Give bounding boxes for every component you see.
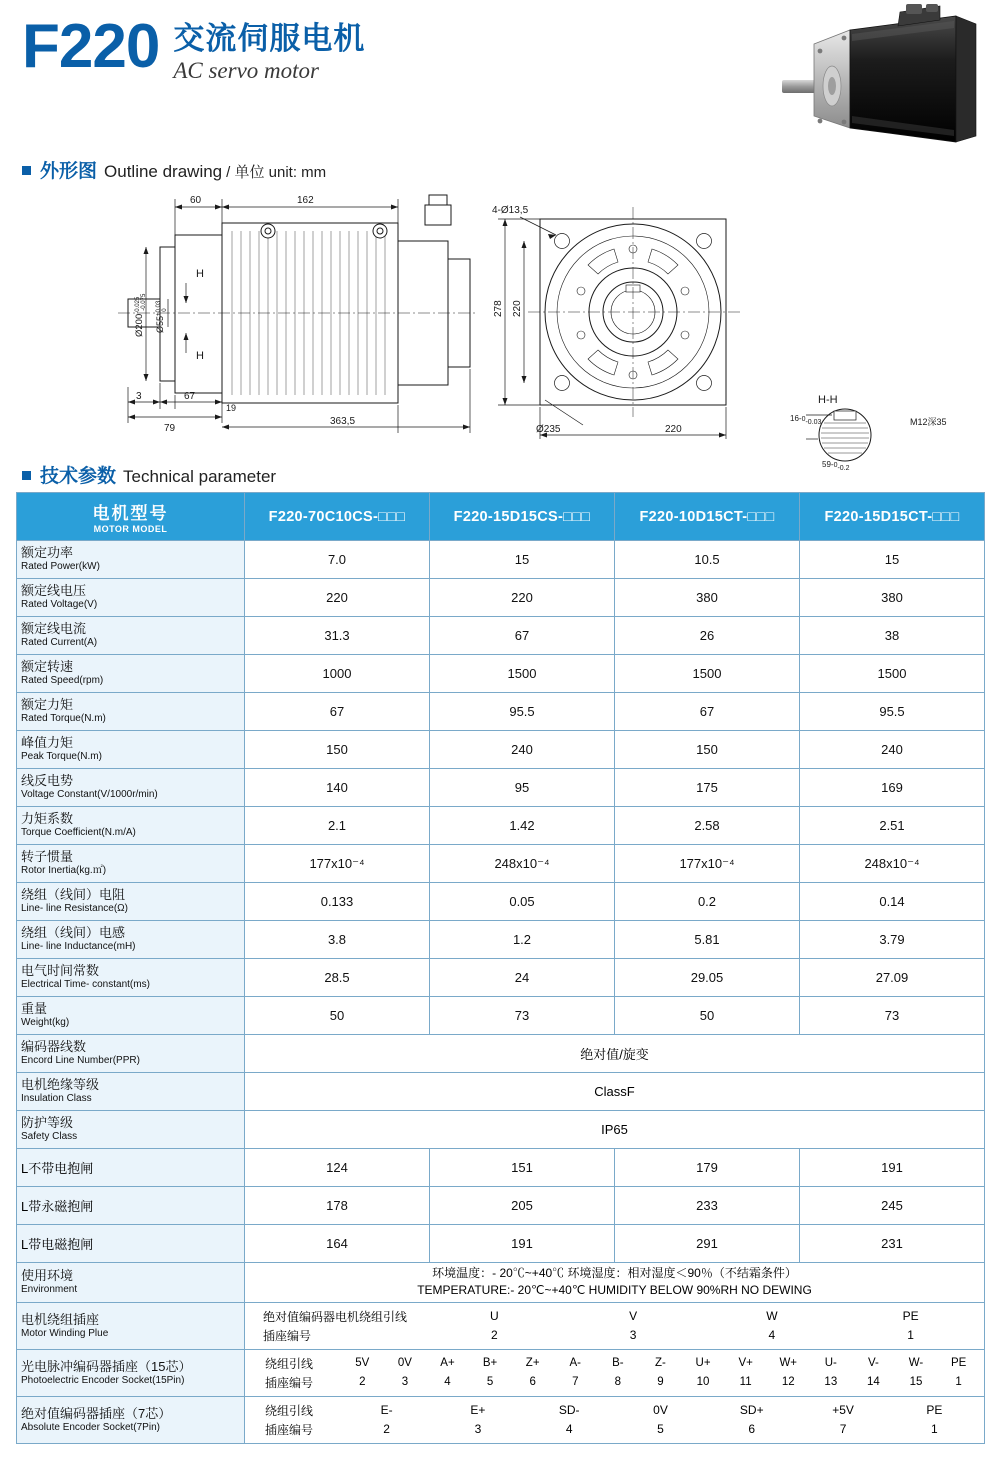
bullet-square-icon — [22, 166, 31, 175]
svg-text:Ø55+0.030: $Ø55^{+0.03}0$ — [155, 300, 168, 333]
cell-value: 380 — [800, 579, 985, 617]
cell-value: 2.1 — [245, 807, 430, 845]
param-label-en: Absolute Encoder Socket(7Pin) — [21, 1421, 160, 1433]
svg-text:220: 220 — [665, 424, 682, 435]
pin-value: B- — [612, 1357, 624, 1370]
svg-text:H-H: H-H — [818, 394, 838, 406]
cell-value: 220 — [430, 579, 615, 617]
table-row — [17, 921, 985, 959]
table-row — [17, 1111, 985, 1149]
cell-value: 177x10⁻⁴ — [245, 845, 430, 883]
cell-value: 248x10⁻⁴ — [800, 845, 985, 883]
cell-value: 1.2 — [430, 921, 615, 959]
pin-value: 10 — [696, 1376, 710, 1389]
pin-value: 3 — [629, 1328, 637, 1343]
param-label-en: Motor Winding Plue — [21, 1327, 109, 1339]
cell-value: 50 — [245, 997, 430, 1035]
param-label-cn: 额定力矩 — [21, 697, 74, 713]
param-voltage-constant — [17, 769, 245, 807]
param-rotor-inertia — [17, 845, 245, 883]
pin-values — [341, 1403, 980, 1417]
pin-value: A- — [569, 1357, 582, 1370]
svg-text:59-0-0.2: 59-0-0.2 — [822, 460, 850, 472]
cell-value: 24 — [430, 959, 615, 997]
param-safety-class — [17, 1111, 245, 1149]
title-english: AC servo motor — [173, 58, 319, 84]
pin-value: 6 — [748, 1422, 756, 1437]
pin-value: 7 — [572, 1376, 579, 1389]
param-label-cn: 电机绕组插座 — [21, 1311, 100, 1327]
servo-motor-photo — [780, 4, 990, 154]
cell-environment — [245, 1263, 985, 1303]
pin-value: W- — [908, 1357, 924, 1370]
pin-row-label: 绝对值编码器电机绕组引线 — [263, 1309, 408, 1324]
pin-value: 2 — [491, 1328, 498, 1343]
param-torque-coefficient — [17, 807, 245, 845]
table-row — [17, 579, 985, 617]
cell-value: 150 — [245, 731, 430, 769]
table-row — [17, 1149, 985, 1187]
param-label-en: Line- line Inductance(mH) — [21, 941, 136, 953]
pin-value: 2 — [359, 1376, 366, 1389]
cell-value: 67 — [430, 617, 615, 655]
param-label-en: Safety Class — [21, 1131, 78, 1143]
param-line-resistance — [17, 883, 245, 921]
cell-value: 27.09 — [800, 959, 985, 997]
bullet-square-icon-2 — [22, 471, 31, 480]
pin-row-label: 插座编号 — [263, 1328, 312, 1343]
table-row — [17, 693, 985, 731]
param-label-en: Rated Speed(rpm) — [21, 675, 104, 687]
cell-value: 95.5 — [800, 693, 985, 731]
svg-text:H: H — [196, 350, 204, 362]
pin-value: SD+ — [739, 1403, 764, 1418]
section-technical-parameter — [22, 461, 1000, 488]
outline-drawing — [0, 187, 1000, 472]
cell-value: 164 — [245, 1225, 430, 1263]
svg-text:67: 67 — [184, 391, 196, 402]
param-label-cn: 使用环境 — [21, 1268, 74, 1284]
param-encoder-line-number — [17, 1035, 245, 1073]
param-label-en: Line- line Resistance(Ω) — [21, 903, 128, 915]
table-body — [17, 541, 985, 1444]
pin-value: 0V — [397, 1357, 412, 1370]
pin-value: +5V — [832, 1403, 854, 1418]
environment-line-en: TEMPERATURE:- 20℃~+40℃ HUMIDITY BELOW 90%RH NO DEWING — [417, 1283, 812, 1298]
svg-text:H: H — [196, 268, 204, 280]
table-row — [17, 997, 985, 1035]
pin-value: Z+ — [525, 1357, 540, 1370]
title-chinese: 交流伺服电机 — [173, 21, 366, 56]
pin-value: 5 — [486, 1376, 494, 1389]
table-row — [17, 807, 985, 845]
cell-value: 0.14 — [800, 883, 985, 921]
svg-text:19: 19 — [226, 403, 237, 413]
param-line-inductance — [17, 921, 245, 959]
table-row — [17, 845, 985, 883]
table-row — [17, 1187, 985, 1225]
param-label-cn: 峰值力矩 — [21, 735, 74, 751]
svg-text:Ø235: Ø235 — [536, 424, 561, 435]
param-label-cn: 绕组（线间）电阻 — [21, 887, 126, 903]
param-label-cn: L带永磁抱闸 — [21, 1199, 94, 1214]
param-label-cn: L不带电抱闸 — [21, 1161, 94, 1176]
table-row — [17, 541, 985, 579]
param-rated-torque — [17, 693, 245, 731]
pin-value: V- — [867, 1357, 879, 1370]
cell-value: 248x10⁻⁴ — [430, 845, 615, 883]
param-label-en: Torque Coefficient(N.m/A) — [21, 827, 136, 839]
cell-value: 38 — [800, 617, 985, 655]
param-label-en: Electrical Time- constant(ms) — [21, 979, 150, 991]
param-label-en: Voltage Constant(V/1000r/min) — [21, 789, 158, 801]
pin-value: Z- — [655, 1357, 666, 1370]
cell-value: 67 — [245, 693, 430, 731]
header-motor-model-cn: 电机型号 — [92, 504, 169, 523]
cell-value: 178 — [245, 1187, 430, 1225]
param-label-en: Rated Torque(N.m) — [21, 713, 106, 725]
section-outline-cn: 外形图 — [40, 161, 98, 182]
pin-value: W — [766, 1309, 778, 1324]
cell-value: 177x10⁻⁴ — [615, 845, 800, 883]
table-row — [17, 1263, 985, 1303]
section-outline-drawing — [22, 156, 1000, 183]
table-header — [17, 493, 985, 541]
svg-text:79: 79 — [164, 423, 176, 434]
header-model-2: F220-15D15CS-□□□ — [430, 493, 615, 541]
pin-value: 7 — [839, 1422, 847, 1437]
param-label-cn: 额定线电流 — [21, 621, 87, 637]
cell-value: 95 — [430, 769, 615, 807]
header-motor-model-en: MOTOR MODEL — [93, 524, 168, 534]
svg-text:4-Ø13,5: 4-Ø13,5 — [492, 205, 529, 216]
cell-value: 0.133 — [245, 883, 430, 921]
param-label-cn: 转子惯量 — [21, 849, 74, 865]
pin-value: 12 — [781, 1376, 795, 1389]
cell-value: 150 — [615, 731, 800, 769]
cell-value: 140 — [245, 769, 430, 807]
table-row — [17, 617, 985, 655]
cell-value: 1500 — [615, 655, 800, 693]
pin-values — [425, 1328, 980, 1342]
pin-values — [425, 1309, 980, 1323]
cell-value: 169 — [800, 769, 985, 807]
cell-value: 10.5 — [615, 541, 800, 579]
param-photoelectric-encoder-socket — [17, 1349, 245, 1396]
pin-values — [341, 1376, 980, 1388]
cell-value: 15 — [430, 541, 615, 579]
param-label-en: Photoelectric Encoder Socket(15Pin) — [21, 1374, 185, 1386]
cell-value: 2.51 — [800, 807, 985, 845]
cell-value: 50 — [615, 997, 800, 1035]
pin-value: 11 — [739, 1376, 752, 1389]
cell-value: 151 — [430, 1149, 615, 1187]
pin-value: U — [490, 1309, 499, 1324]
pin-value: 14 — [867, 1376, 880, 1389]
cell-value: 1500 — [800, 655, 985, 693]
svg-text:278: 278 — [493, 300, 504, 317]
cell-value: 240 — [430, 731, 615, 769]
cell-value: 191 — [430, 1225, 615, 1263]
cell-value: 380 — [615, 579, 800, 617]
cell-value: 0.05 — [430, 883, 615, 921]
pin-row-numbers — [249, 1327, 980, 1344]
param-weight — [17, 997, 245, 1035]
cell-value: 1.42 — [430, 807, 615, 845]
svg-text:162: 162 — [297, 195, 314, 206]
cell-value: 1000 — [245, 655, 430, 693]
param-label-cn: 重量 — [21, 1001, 48, 1017]
param-label-en: Environment — [21, 1284, 78, 1296]
title-texts — [173, 18, 365, 83]
cell-value: 26 — [615, 617, 800, 655]
pin-value: 8 — [614, 1376, 622, 1389]
pin-value: 4 — [565, 1422, 573, 1437]
cell-winding-pins — [245, 1302, 985, 1349]
cell-value: 5.81 — [615, 921, 800, 959]
param-absolute-encoder-socket — [17, 1396, 245, 1443]
param-label-cn: 额定线电压 — [21, 583, 87, 599]
param-environment — [17, 1263, 245, 1303]
section-technical-cn: 技术参数 — [40, 466, 117, 487]
param-label-cn: 绝对值编码器插座（7芯） — [21, 1405, 172, 1421]
pin-value: 6 — [529, 1376, 536, 1389]
cell-value: 29.05 — [615, 959, 800, 997]
pin-values — [341, 1357, 980, 1369]
cell-value: 67 — [615, 693, 800, 731]
svg-text:60: 60 — [190, 195, 202, 206]
param-label-cn: 额定功率 — [21, 545, 74, 561]
table-row — [17, 1349, 985, 1396]
pin-value: E+ — [470, 1403, 486, 1418]
table-row — [17, 769, 985, 807]
pin-value: PE — [950, 1357, 967, 1370]
param-rated-speed — [17, 655, 245, 693]
cell-value: 73 — [430, 997, 615, 1035]
cell-value: 3.8 — [245, 921, 430, 959]
pin-row-label: 插座编号 — [265, 1422, 314, 1437]
param-length-electromagnetic-brake — [17, 1225, 245, 1263]
pin-row-numbers — [249, 1421, 980, 1438]
param-label-en: Peak Torque(N.m) — [21, 751, 102, 763]
pin-value: E- — [380, 1403, 393, 1418]
pin-value: 0V — [653, 1403, 668, 1418]
header-model-3: F220-10D15CT-□□□ — [615, 493, 800, 541]
svg-text:M12深35: M12深35 — [910, 417, 947, 427]
svg-text:3: 3 — [136, 391, 142, 402]
specification-table — [16, 492, 985, 1444]
param-electrical-time-constant — [17, 959, 245, 997]
param-length-no-brake — [17, 1149, 245, 1187]
param-label-cn: 额定转速 — [21, 659, 74, 675]
cell-value: 1500 — [430, 655, 615, 693]
pin-row-leads — [249, 1308, 980, 1325]
pin-value: 4 — [444, 1376, 451, 1389]
cell-value: 205 — [430, 1187, 615, 1225]
pin-row-numbers — [249, 1374, 980, 1391]
pin-value: U- — [824, 1357, 837, 1370]
param-label-cn: 电气时间常数 — [21, 963, 100, 979]
header-model-4: F220-15D15CT-□□□ — [800, 493, 985, 541]
param-label-en: Rotor Inertia(kg.㎡) — [21, 865, 107, 877]
cell-value: 245 — [800, 1187, 985, 1225]
cell-photoelectric-pins — [245, 1349, 985, 1396]
cell-value: 3.79 — [800, 921, 985, 959]
table-row — [17, 1396, 985, 1443]
table-row — [17, 959, 985, 997]
pin-value: 9 — [657, 1376, 664, 1389]
cell-value: 233 — [615, 1187, 800, 1225]
pin-row-label: 绕组引线 — [265, 1356, 314, 1371]
cell-value: 124 — [245, 1149, 430, 1187]
pin-value: 5 — [657, 1422, 664, 1437]
cell-absolute-pins — [245, 1396, 985, 1443]
param-label-en: Rated Power(kW) — [21, 561, 100, 573]
pin-value: A+ — [440, 1357, 455, 1370]
pin-row-leads — [249, 1402, 980, 1419]
cell-value: 95.5 — [430, 693, 615, 731]
cell-value-merged: IP65 — [245, 1111, 985, 1149]
param-length-permanent-magnet-brake — [17, 1187, 245, 1225]
param-label-en: Insulation Class — [21, 1093, 92, 1105]
param-rated-power — [17, 541, 245, 579]
pin-value: 13 — [824, 1376, 838, 1389]
pin-value: 1 — [930, 1422, 938, 1437]
cell-value: 2.58 — [615, 807, 800, 845]
param-label-en: Encord Line Number(PPR) — [21, 1055, 140, 1067]
cell-value: 7.0 — [245, 541, 430, 579]
svg-text:220: 220 — [512, 300, 523, 317]
section-technical-en: Technical parameter — [123, 467, 277, 486]
param-label-en: Weight(kg) — [21, 1017, 70, 1029]
cell-value: 240 — [800, 731, 985, 769]
param-rated-current — [17, 617, 245, 655]
pin-values — [341, 1422, 980, 1436]
cell-value: 15 — [800, 541, 985, 579]
svg-text:Ø200-0.025-0.075: $Ø200^{-0.025}-0.075$ — [134, 293, 147, 337]
cell-value: 191 — [800, 1149, 985, 1187]
cell-value: 231 — [800, 1225, 985, 1263]
pin-row-label: 插座编号 — [265, 1375, 314, 1390]
pin-value: 1 — [955, 1376, 962, 1389]
cell-value: 291 — [615, 1225, 800, 1263]
pin-value: V+ — [738, 1357, 753, 1370]
table-row — [17, 1035, 985, 1073]
param-label-cn: 编码器线数 — [21, 1039, 87, 1055]
header-motor-model — [17, 493, 245, 541]
pin-value: B+ — [482, 1357, 498, 1370]
param-rated-voltage — [17, 579, 245, 617]
section-outline-unit: / 单位 unit: mm — [226, 164, 327, 181]
svg-text:16-0-0.03: 16-0-0.03 — [790, 414, 822, 426]
param-label-cn: L带电磁抱闸 — [21, 1237, 94, 1252]
param-label-cn: 力矩系数 — [21, 811, 74, 827]
pin-value: V — [629, 1309, 638, 1324]
pin-value: 15 — [909, 1376, 923, 1389]
param-label-cn: 光电脉冲编码器插座（15芯） — [21, 1358, 192, 1374]
table-row — [17, 731, 985, 769]
cell-value: 73 — [800, 997, 985, 1035]
cell-value: 0.2 — [615, 883, 800, 921]
cell-value: 179 — [615, 1149, 800, 1187]
param-label-cn: 绕组（线间）电感 — [21, 925, 126, 941]
param-peak-torque — [17, 731, 245, 769]
table-row — [17, 883, 985, 921]
pin-value: PE — [926, 1403, 943, 1418]
pin-row-leads — [249, 1355, 980, 1372]
cell-value: 28.5 — [245, 959, 430, 997]
pin-value: PE — [902, 1309, 919, 1324]
pin-value: 1 — [907, 1328, 914, 1343]
pin-value: 2 — [383, 1422, 390, 1437]
pin-value: SD- — [558, 1403, 580, 1418]
param-label-en: Rated Voltage(V) — [21, 599, 98, 611]
table-header-row — [17, 493, 985, 541]
page-header — [0, 0, 1000, 150]
pin-value: 3 — [474, 1422, 482, 1437]
pin-value: W+ — [779, 1357, 798, 1370]
pin-value: 4 — [768, 1328, 776, 1343]
header-model-1: F220-70C10CS-□□□ — [245, 493, 430, 541]
cell-value: 31.3 — [245, 617, 430, 655]
cell-value: 175 — [615, 769, 800, 807]
pin-row-label: 绕组引线 — [265, 1403, 314, 1418]
cell-value-merged: ClassF — [245, 1073, 985, 1111]
pin-value: 5V — [355, 1357, 370, 1370]
section-outline-en: Outline drawing — [104, 162, 223, 181]
param-label-cn: 电机绝缘等级 — [21, 1077, 100, 1093]
pin-value: U+ — [695, 1357, 711, 1370]
param-label-en: Rated Current(A) — [21, 637, 98, 649]
param-label-cn: 线反电势 — [21, 773, 74, 789]
cell-value-merged: 绝对值/旋变 — [245, 1035, 985, 1073]
table-row — [17, 1302, 985, 1349]
param-insulation-class — [17, 1073, 245, 1111]
pin-value: 3 — [401, 1376, 409, 1389]
table-row — [17, 1225, 985, 1263]
table-row — [17, 1073, 985, 1111]
table-row — [17, 655, 985, 693]
param-label-cn: 防护等级 — [21, 1115, 74, 1131]
page-title: F220 — [22, 12, 160, 81]
param-motor-winding-plug — [17, 1302, 245, 1349]
svg-text:363,5: 363,5 — [330, 416, 356, 427]
cell-value: 220 — [245, 579, 430, 617]
environment-line-cn: 环境温度：- 20℃~+40℃ 环境湿度：相对湿度＜90％（不结霜条件） — [432, 1266, 797, 1280]
